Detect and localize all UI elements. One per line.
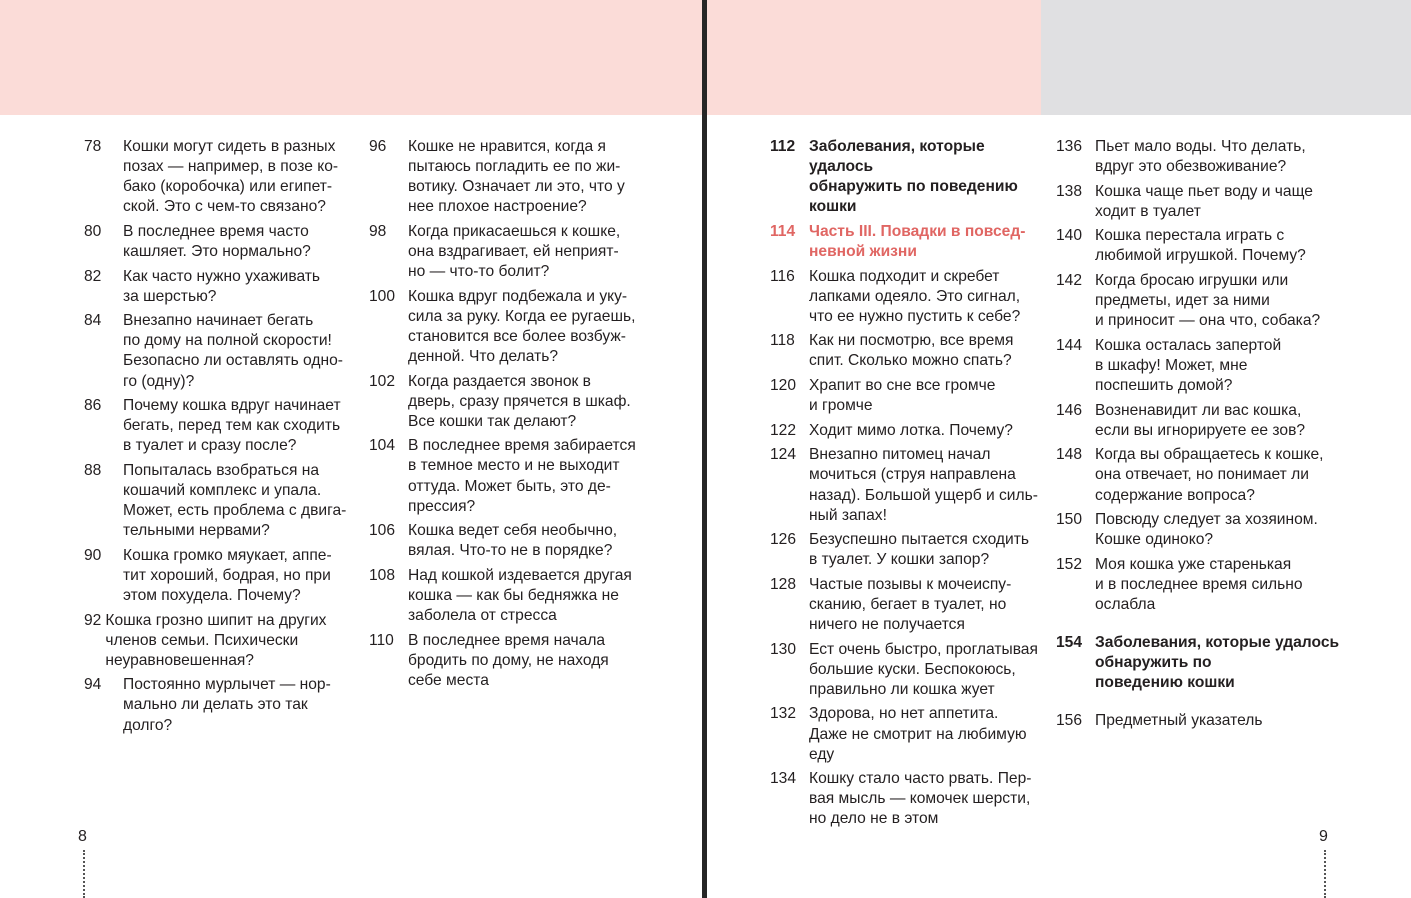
toc-page-number: 124 [770, 446, 797, 464]
toc-entry-title: Кошки могут сидеть в разных позах — например, в позе ко- бако (коробочка) или египет- ской. Это с чем-то связано? [123, 138, 339, 216]
toc-entry[interactable] [84, 611, 359, 671]
toc-entry[interactable] [1056, 445, 1356, 505]
toc-entry-title: Когда раздается звонок в дверь, сразу прячется в шкаф. Все кошки так делают? [408, 372, 631, 430]
toc-page-number: 100 [369, 287, 396, 305]
toc-entry-title: Заболевания, которые удалось обнаружить по поведению кошки [809, 138, 1018, 216]
toc-column-1 [84, 137, 359, 740]
toc-entry[interactable] [770, 640, 1050, 700]
toc-entry[interactable] [84, 311, 359, 391]
toc-entry[interactable] [1056, 336, 1356, 396]
toc-entry-title: Когда прикасаешься к кошке, она вздрагивает, ей неприят- но — что-то болит? [408, 222, 621, 281]
toc-entry[interactable] [1056, 555, 1356, 615]
toc-entry[interactable] [84, 396, 359, 456]
toc-column-2 [369, 137, 654, 695]
dotted-line-right [1324, 850, 1326, 898]
toc-entry-title: Почему кошка вдруг начинает бегать, перед тем как сходить в туалет и сразу после? [123, 397, 341, 455]
toc-entry-title: В последнее время начала бродить по дому, не находя себе места [408, 631, 609, 689]
toc-entry-title: Кошка вдруг подбежала и уку- сила за руку. Когда ее ругаешь, становится все более возбуж- денной. Что делать? [408, 287, 636, 365]
toc-entry-title: Ходит мимо лотка. Почему? [809, 421, 1013, 439]
toc-entry[interactable] [1056, 510, 1356, 550]
toc-page-number: 130 [770, 640, 797, 658]
toc-page-number: 136 [1056, 138, 1083, 155]
toc-entry-title: Как ни посмотрю, все время спит. Сколько можно спать? [809, 332, 1014, 370]
header-band-right-gray [1041, 0, 1411, 115]
book-gutter [702, 0, 707, 898]
toc-page-number: 102 [369, 372, 396, 390]
toc-page-number: 94 [84, 676, 102, 694]
toc-page-number: 96 [369, 138, 387, 155]
toc-entry-title: Кошку стало часто рвать. Пер- вая мысль — комочек шерсти, но дело не в этом [809, 770, 1032, 828]
toc-page-number: 150 [1056, 511, 1083, 529]
toc-entry[interactable] [84, 137, 359, 217]
toc-entry-title: Кошка перестала играть с любимой игрушкой. Почему? [1095, 227, 1306, 265]
toc-entry[interactable] [770, 331, 1050, 371]
toc-entry[interactable] [770, 530, 1050, 570]
toc-page-number: 134 [770, 770, 797, 788]
toc-entry-title: Кошка осталась запертой в шкафу! Может, мне поспешить домой? [1095, 336, 1282, 395]
toc-entry[interactable] [1056, 711, 1356, 731]
toc-entry[interactable] [84, 267, 359, 307]
toc-page-number: 116 [770, 267, 795, 285]
toc-entry-title: Безуспешно пытается сходить в туалет. У кошки запор? [809, 531, 1030, 569]
toc-entry-title: Внезапно начинает бегать по дому на полной скорости! Безопасно ли оставлять одно- го (одну)? [123, 312, 343, 390]
toc-entry[interactable] [770, 575, 1050, 635]
toc-entry[interactable] [770, 421, 1050, 441]
toc-page-number: 154 [1056, 634, 1083, 652]
toc-entry-title: Моя кошка уже старенькая и в последнее время сильно ослабла [1095, 555, 1303, 613]
toc-page-number: 92 [84, 611, 102, 629]
toc-entry[interactable] [1056, 226, 1356, 266]
toc-entry-title: Ест очень быстро, проглатывая большие куски. Беспокоюсь, правильно ли кошка жует [809, 640, 1038, 698]
toc-entry[interactable] [1056, 271, 1356, 331]
toc-entry-title: Над кошкой издевается другая кошка — как бы бедняжка не заболела от стресса [408, 566, 632, 625]
toc-page-number: 114 [770, 222, 796, 240]
toc-entry-title: Кошка грозно шипит на других членов семьи. Психически неуравновешенная? [105, 611, 327, 669]
toc-page-number: 132 [770, 705, 797, 723]
toc-entry-title: Здорова, но нет аппетита. Даже не смотрит на любимую еду [809, 705, 1027, 763]
page-number-right: 9 [1319, 828, 1328, 845]
toc-page-number: 144 [1056, 336, 1083, 354]
toc-entry-title: Когда вы обращаетесь к кошке, она отвечает, но понимает ли содержание вопроса? [1095, 446, 1324, 504]
toc-entry-title: Внезапно питомец начал мочиться (струя направлена назад). Большой ущерб и силь- ный запах! [809, 446, 1038, 524]
toc-page-number: 110 [369, 631, 394, 649]
toc-page-number: 146 [1056, 401, 1083, 419]
toc-entry-title: Повсюду следует за хозяином. Кошке одиноко? [1095, 511, 1318, 549]
toc-entry-title: Попыталась взобраться на кошачий комплекс и упала. Может, есть проблема с двига- тельными нервами? [123, 461, 347, 540]
toc-page-number: 142 [1056, 272, 1083, 290]
toc-entry[interactable] [369, 436, 654, 516]
toc-entry-title: Храпит во сне все громче и громче [809, 377, 996, 415]
toc-entry-title: В последнее время забирается в темное место и не выходит оттуда. Может быть, это де- прессия? [408, 437, 636, 515]
toc-page-number: 148 [1056, 446, 1083, 464]
toc-entry-title: Предметный указатель [1095, 712, 1263, 730]
toc-page-number: 84 [84, 312, 102, 330]
header-band-left [0, 0, 702, 115]
toc-page-number: 128 [770, 575, 797, 593]
toc-page-number: 156 [1056, 712, 1083, 730]
toc-entry[interactable] [84, 461, 359, 541]
toc-page-number: 104 [369, 437, 396, 455]
toc-entry-title: Кошка ведет себя необычно, вялая. Что-то не в порядке? [408, 522, 618, 560]
toc-entry[interactable] [770, 222, 1050, 262]
toc-entry-title: Кошка подходит и скребет лапками одеяло. Это сигнал, что ее нужно пустить к себе? [809, 267, 1021, 325]
toc-column-3 [770, 137, 1050, 834]
toc-page-number: 108 [369, 566, 396, 584]
toc-entry-title: В последнее время часто кашляет. Это нормально? [123, 222, 311, 260]
toc-entry-title: Заболевания, которые удалось обнаружить по поведению кошки [1095, 634, 1340, 692]
toc-entry[interactable] [369, 222, 654, 282]
toc-entry[interactable] [770, 704, 1050, 764]
page-number-left: 8 [78, 828, 87, 845]
toc-entry-title: Кошке не нравится, когда я пытаюсь погладить ее по жи- вотику. Означает ли это, что у нее плохое настроение? [408, 138, 625, 216]
toc-entry[interactable] [770, 137, 1050, 217]
toc-entry-title: Пьет мало воды. Что делать, вдруг это обезвоживание? [1095, 138, 1306, 176]
toc-entry-title: Кошка громко мяукает, аппе- тит хороший, бодрая, но при этом похудела. Почему? [123, 546, 332, 604]
toc-entry[interactable] [1056, 633, 1356, 693]
toc-page-number: 88 [84, 461, 102, 479]
toc-page-number: 90 [84, 546, 102, 564]
toc-page-number: 138 [1056, 182, 1083, 200]
toc-entry[interactable] [84, 546, 359, 606]
toc-page-number: 152 [1056, 555, 1083, 573]
toc-entry[interactable] [770, 769, 1050, 829]
toc-entry-title: Возненавидит ли вас кошка, если вы игнорируете ее зов? [1095, 401, 1306, 439]
toc-entry[interactable] [770, 376, 1050, 416]
header-band-right-pink [707, 0, 1041, 115]
toc-entry-title: Часть III. Повадки в повсед- невной жизни [809, 222, 1026, 260]
toc-page-number: 126 [770, 531, 797, 549]
toc-entry[interactable] [1056, 182, 1356, 222]
toc-page-number: 140 [1056, 227, 1083, 245]
toc-entry[interactable] [770, 267, 1050, 327]
toc-page-number: 112 [770, 138, 796, 155]
toc-column-4 [1056, 137, 1356, 736]
toc-page-number: 86 [84, 397, 102, 415]
toc-page-number: 78 [84, 138, 102, 155]
toc-page-number: 118 [770, 332, 795, 350]
toc-entry[interactable] [369, 137, 654, 217]
toc-entry[interactable] [369, 521, 654, 561]
toc-entry[interactable] [1056, 137, 1356, 177]
toc-entry[interactable] [369, 372, 654, 432]
toc-page-number: 120 [770, 377, 797, 395]
toc-entry-title: Частые позывы к мочеиспу- сканию, бегает в туалет, но ничего не получается [809, 575, 1012, 634]
toc-entry-title: Постоянно мурлычет — нор- мально ли делать это так долго? [123, 676, 331, 734]
toc-entry[interactable] [84, 675, 359, 735]
toc-page-number: 98 [369, 222, 387, 240]
dotted-line-left [83, 850, 85, 898]
toc-page-number: 122 [770, 421, 797, 439]
toc-entry[interactable] [369, 631, 654, 691]
toc-entry[interactable] [770, 445, 1050, 525]
toc-entry-title: Кошка чаще пьет воду и чаще ходит в туалет [1095, 182, 1313, 220]
toc-page-number: 80 [84, 222, 102, 240]
toc-page-number: 106 [369, 522, 396, 540]
toc-entry[interactable] [369, 566, 654, 626]
toc-entry[interactable] [84, 222, 359, 262]
toc-entry-title: Как часто нужно ухаживать за шерстью? [123, 267, 321, 305]
toc-entry[interactable] [1056, 401, 1356, 441]
toc-entry-title: Когда бросаю игрушки или предметы, идет за ними и приносит — она что, собака? [1095, 272, 1321, 330]
toc-entry[interactable] [369, 287, 654, 367]
toc-page-number: 82 [84, 267, 102, 285]
